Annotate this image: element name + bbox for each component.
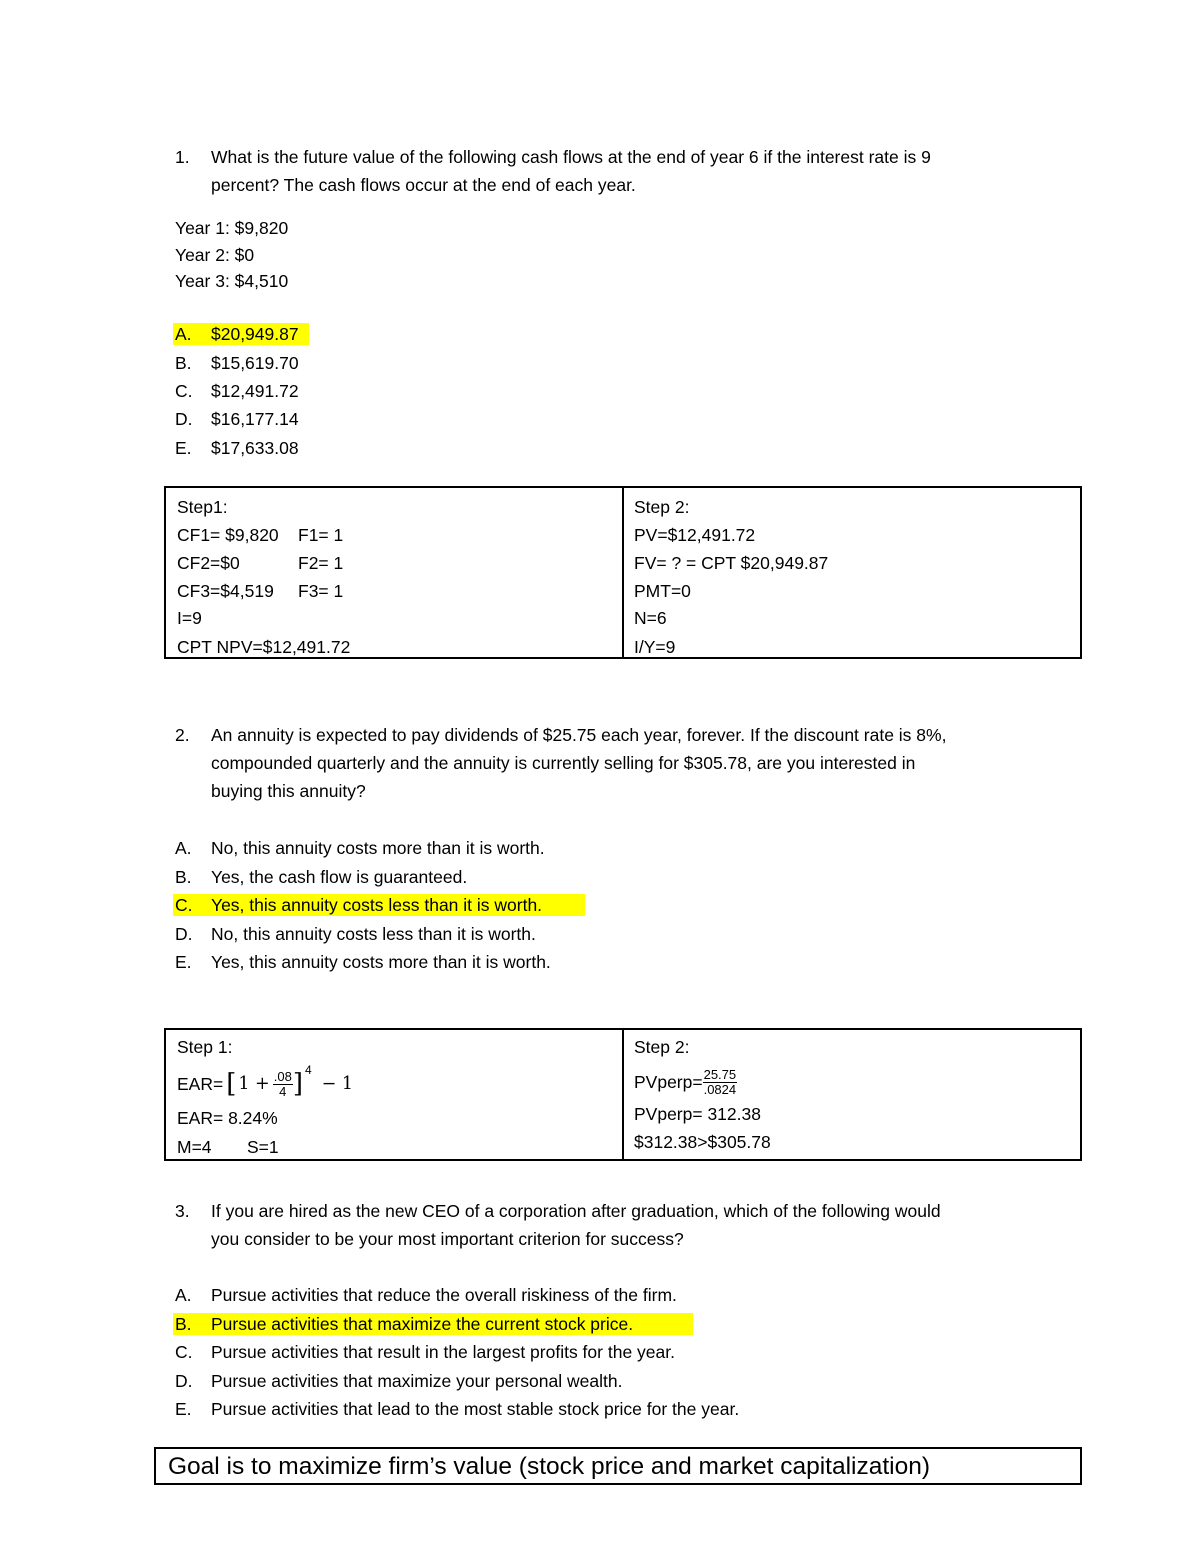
option-letter: D. [175,924,193,944]
option-letter: B. [175,867,192,887]
option-text: Pursue activities that reduce the overall riskiness of the firm. [211,1285,677,1305]
table-cell: N=6 [634,608,667,628]
table-cell: F2= 1 [298,553,344,573]
cash-flow-line: Year 1: $9,820 [175,218,289,238]
fraction-denominator: .0824 [703,1081,737,1097]
question-number: 2. [175,725,190,745]
question-number: 1. [175,147,190,167]
option-text: $17,633.08 [211,438,299,458]
table-cell: PVperp= 312.38 [634,1104,761,1124]
table-cell: PMT=0 [634,581,691,601]
option-letter: B. [175,1314,192,1334]
table-cell: M=4 [177,1137,212,1157]
option-letter: C. [175,381,193,401]
question-text-line: If you are hired as the new CEO of a corporation after graduation, which of the following would [211,1201,941,1221]
cash-flow-line: Year 3: $4,510 [175,271,289,291]
fraction-numerator: .08 [273,1068,292,1084]
question-text-line: What is the future value of the following cash flows at the end of year 6 if the interest rate is 9 [211,147,931,167]
goal-text: Goal is to maximize firm’s value (stock price and market capitalization) [168,1453,931,1480]
table-cell: F1= 1 [298,525,344,545]
option-letter: E. [175,438,192,458]
table-cell: Step 1: [177,1037,233,1057]
option-text: $15,619.70 [211,353,299,373]
pvperp-formula [634,1062,737,1102]
exponent: 4 [304,1063,312,1077]
option-letter: C. [175,1342,193,1362]
solution-table [164,1028,1082,1161]
table-cell: $312.38>$305.78 [634,1132,771,1152]
table-cell: CF1= $9,820 [177,525,279,545]
option-text: No, this annuity costs more than it is worth. [211,838,545,858]
question-text-line: An annuity is expected to pay dividends of $25.75 each year, forever. If the discount rate is 8%, [211,725,947,745]
solution-table [164,486,1082,659]
table-divider [622,1030,624,1159]
table-cell: I=9 [177,608,202,628]
pv-fraction [703,1068,738,1097]
question-text-line: compounded quarterly and the annuity is currently selling for $305.78, are you interested in [211,753,916,773]
option-letter: A. [175,1285,192,1305]
option-letter: D. [175,1371,193,1391]
cash-flow-line: Year 2: $0 [175,245,255,265]
table-cell: CF3=$4,519 [177,581,274,601]
option-letter: E. [175,952,192,972]
ear-formula [177,1063,354,1102]
option-letter: E. [175,1399,192,1419]
option-letter: A. [175,324,192,344]
option-text: Pursue activities that maximize your personal wealth. [211,1371,623,1391]
table-cell: I/Y=9 [634,637,676,657]
option-text: No, this annuity costs less than it is worth. [211,924,536,944]
option-text: Yes, the cash flow is guaranteed. [211,867,468,887]
option-text: Pursue activities that result in the largest profits for the year. [211,1342,675,1362]
option-text: Yes, this annuity costs less than it is worth. [211,895,543,915]
pvperp-label: PVperp= [634,1071,703,1092]
option-letter: A. [175,838,192,858]
ear-label: EAR= [177,1073,224,1094]
table-cell: Step 2: [634,1037,690,1057]
question-text-line: buying this annuity? [211,781,366,801]
goal-box [154,1447,1082,1485]
option-text: Pursue activities that lead to the most stable stock price for the year. [211,1399,740,1419]
table-cell: EAR= 8.24% [177,1108,278,1128]
question-text-line: percent? The cash flows occur at the end of each year. [211,175,636,195]
option-text: $12,491.72 [211,381,299,401]
table-cell: PV=$12,491.72 [634,525,756,545]
fraction-denominator: 4 [279,1083,287,1099]
option-text: Yes, this annuity costs more than it is worth. [211,952,551,972]
table-divider [622,488,624,657]
table-cell: F3= 1 [298,581,344,601]
option-letter: B. [175,353,192,373]
table-cell: CF2=$0 [177,553,240,573]
minus-one: − 1 [321,1074,354,1094]
bracket-open: [ [226,1069,237,1099]
question-text-line: you consider to be your most important criterion for success? [211,1229,684,1249]
fraction-numerator: 25.75 [703,1066,737,1082]
table-cell: CPT NPV=$12,491.72 [177,637,351,657]
rate-fraction [273,1070,293,1099]
option-letter: C. [175,895,193,915]
table-cell: Step 2: [634,497,690,517]
bracket-close: ] [292,1069,303,1099]
question-number: 3. [175,1201,190,1221]
ear-one: 1 + [238,1074,270,1094]
table-cell: S=1 [247,1137,279,1157]
option-letter: D. [175,409,193,429]
table-cell: FV= ? = CPT $20,949.87 [634,553,829,573]
table-cell: Step1: [177,497,228,517]
option-text: Pursue activities that maximize the current stock price. [211,1314,634,1334]
option-text: $20,949.87 [211,324,299,344]
option-text: $16,177.14 [211,409,299,429]
